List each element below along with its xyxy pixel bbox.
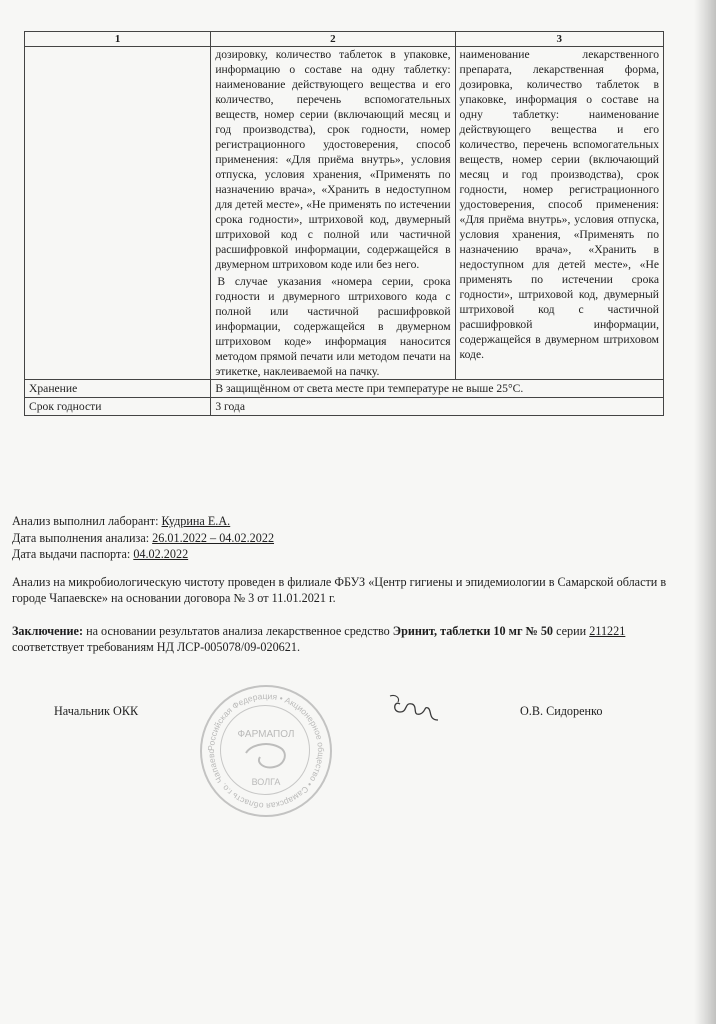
analyst-line [12, 513, 230, 529]
seal-bottom-text: ВОЛГА [251, 777, 281, 787]
seal-center-text: ФАРМАПОЛ [237, 729, 295, 740]
header-col-1: 1 [25, 32, 211, 47]
scan-shadow-edge [694, 0, 716, 1024]
signatory-name: О.В. Сидоренко [520, 704, 603, 718]
header-col-3: 3 [455, 32, 663, 47]
table-row-storage [25, 380, 664, 398]
dates-value: 26.01.2022 – 04.02.2022 [152, 531, 275, 545]
labeling-paragraph-1: дозировку, количество таблеток в упаковке, информацию о составе на одну таблетку: наименование действующего вещества и его количество, перечень вспомогательных веществ, номер серии (включающий месяц и год производства), срок годности, номер регистрационного удостоверения, способ применения: «Для приёма внутрь», условия отпуска, условия хранения, «Применять по назначению врача», «Хранить в недоступном для детей месте», «Не применять по истечении срока годности», штриховой код, двумерный штриховой код с полной или частичной расшифровкой информации, содержащейся в двумерном штриховом коде или без него. [215, 48, 451, 271]
table-row-shelf-life [25, 398, 664, 416]
conclusion-text-2: серии [556, 624, 587, 638]
handwritten-signature [382, 690, 442, 726]
issue-value: 04.02.2022 [133, 547, 189, 561]
header-col-2: 2 [211, 32, 455, 47]
conclusion-label: Заключение: [12, 624, 84, 638]
analyst-label: Анализ выполнил лаборант: [12, 514, 159, 528]
seal-outer-text: Российская Федерация • Акционерное общество • Самарская область г.о. Чапаевс [205, 690, 327, 812]
labeling-paragraph-2: В случае указания «номера серии, срока годности и двумерного штрихового кода с полной или частичной расшифровкой информации, содержащейся в двумерном штриховом коде» информация наносится методом прямой печати или методом печати на этикетке, наклеиваемой на пачку. [215, 275, 451, 378]
cell-labeling-result [455, 47, 663, 380]
company-seal [200, 685, 332, 817]
conclusion-text-3: соответствует требованиям НД ЛСР-005078/09-020621. [12, 640, 301, 654]
cell-labeling-requirements [211, 47, 455, 380]
analyst-name: Кудрина Е.А. [161, 514, 231, 528]
storage-value: В защищённом от света месте при температуре не выше 25°С. [211, 380, 664, 398]
shelf-life-value: 3 года [211, 398, 664, 416]
requirements-table [24, 31, 664, 416]
dates-label: Дата выполнения анализа: [12, 531, 150, 545]
table-header-row [25, 32, 664, 47]
microbiology-note: Анализ на микробиологическую чистоту проведен в филиале ФБУЗ «Центр гигиены и эпидемиологии в Самарской области в городе Чапаевске» на основании договора № 3 от 11.01.2021 г. [12, 575, 667, 605]
table-row-labeling [25, 47, 664, 380]
analysis-dates-line [12, 530, 274, 546]
shelf-life-label: Срок годности [25, 398, 211, 416]
conclusion-text-1: на основании результатов анализа лекарственное средство [86, 624, 390, 638]
storage-label: Хранение [25, 380, 211, 398]
conclusion-series: 211221 [589, 624, 626, 638]
conclusion [12, 623, 672, 655]
signatory-position: Начальник ОКК [54, 704, 139, 718]
issue-date-line [12, 546, 188, 562]
issue-label: Дата выдачи паспорта: [12, 547, 131, 561]
labeling-result-text: наименование лекарственного препарата, лекарственная форма, дозировка, количество таблеток в упаковке, информация о составе на одну таблетку: наименование действующего вещества и его количество, перечень вспомогательных веществ, номер серии (включающий месяц и год производства), срок годности, номер регистрационного удостоверения, способ применения: «Для приёма внутрь», условия отпуска, условия хранения, «Применять по назначению врача», «Хранить в недоступном для детей месте», «Не применять по истечении срока годности», штриховой код, двумерный штриховой код с частичной расшифровкой информации, содержащейся в двумерном штриховом коде. [459, 48, 659, 361]
conclusion-product: Эринит, таблетки 10 мг № 50 [392, 624, 554, 638]
seal-inner-ring [220, 705, 310, 795]
cell-empty [25, 47, 211, 380]
